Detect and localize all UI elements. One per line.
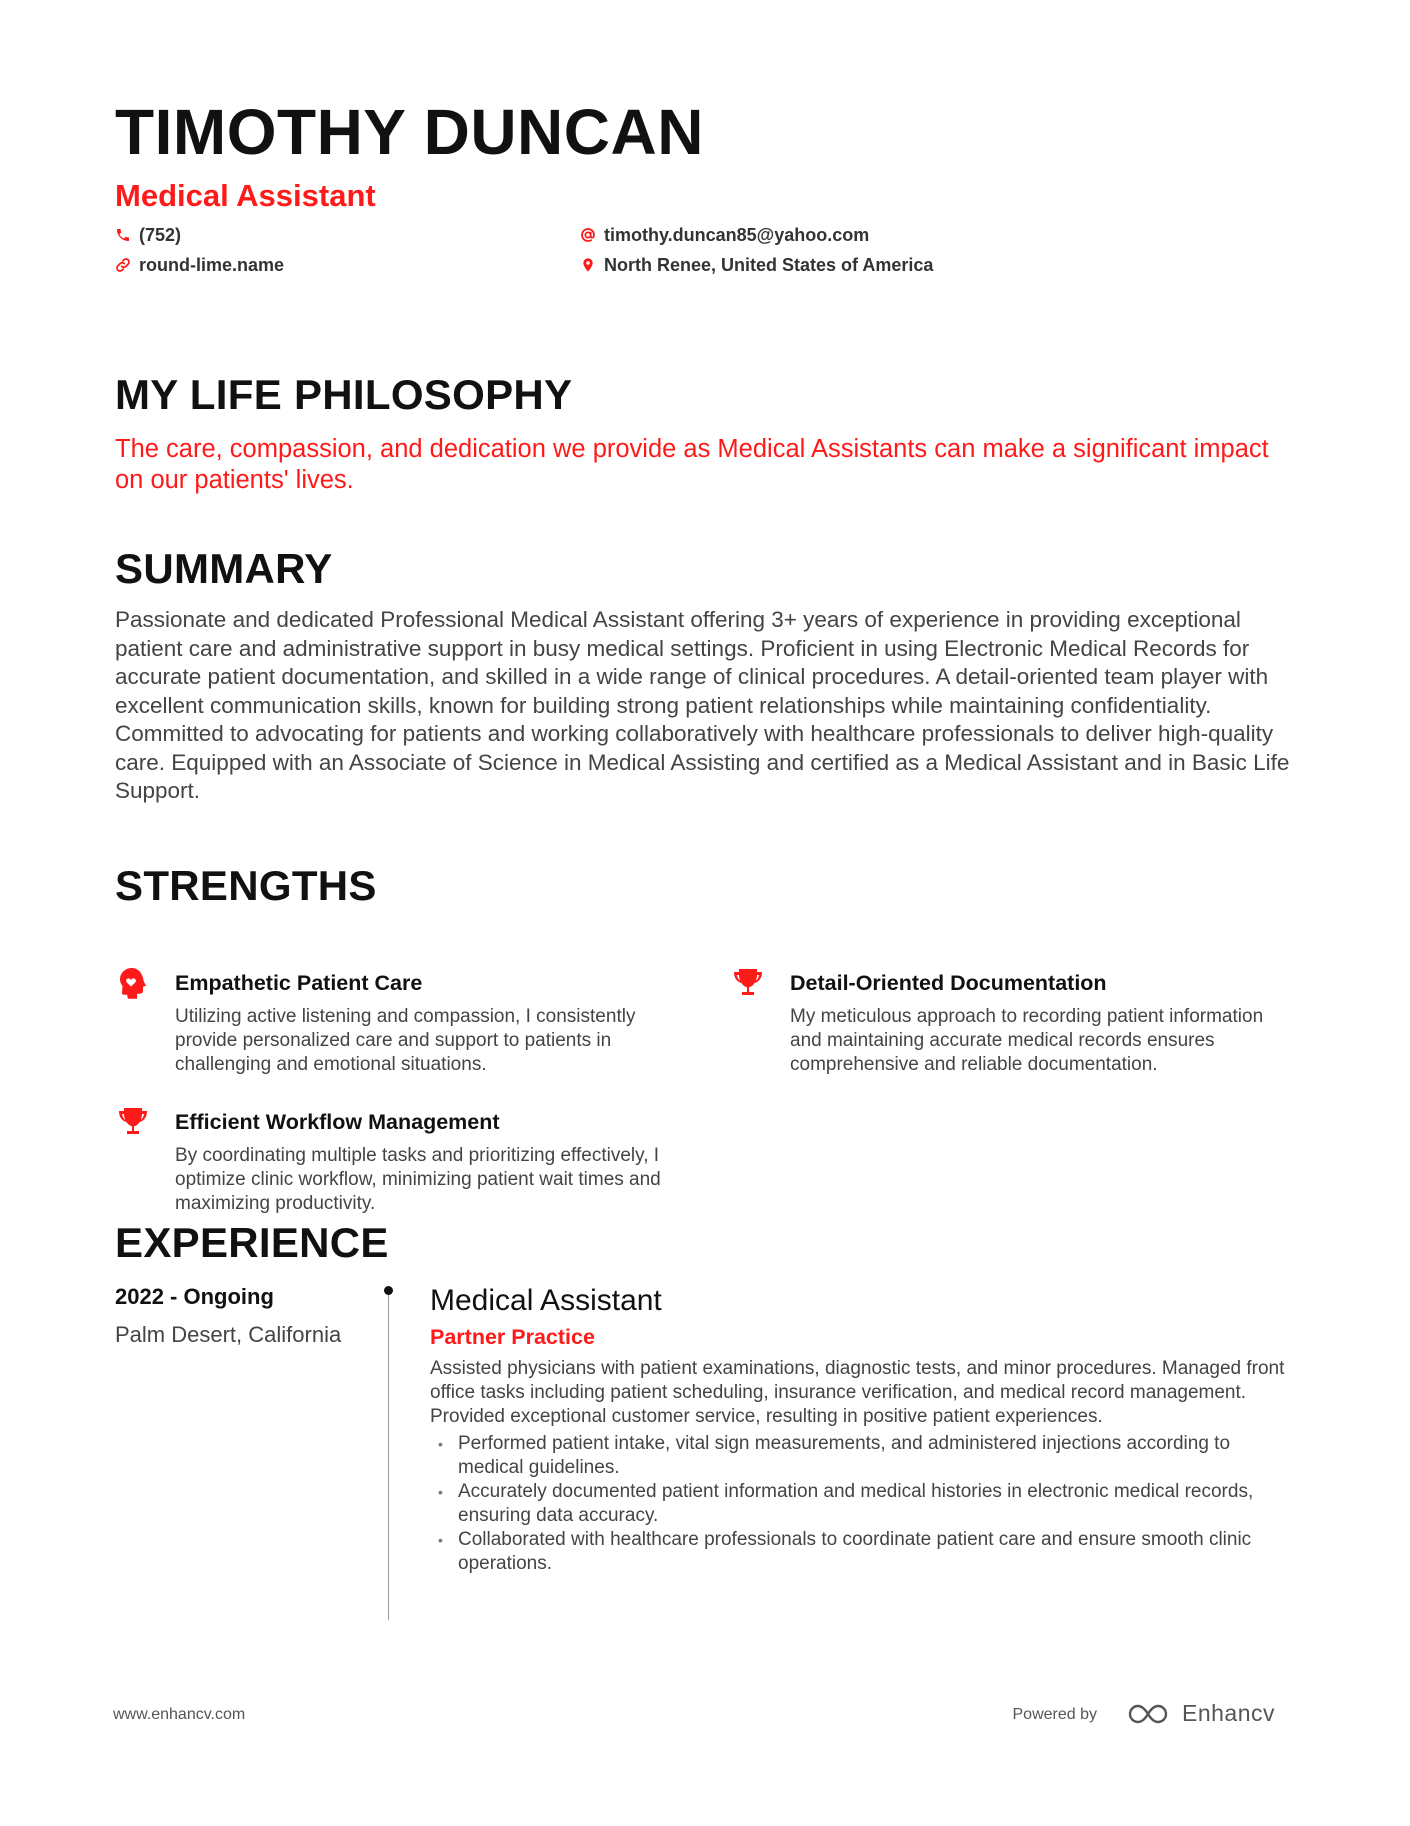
experience-location: Palm Desert, California: [115, 1322, 342, 1347]
experience-description: Assisted physicians with patient examinations, diagnostic tests, and minor procedures. Managed front office tasks including patient scheduling, insurance verification, and medical record management. Provided exceptional customer service, resulting in positive patient experiences.: [430, 1357, 1285, 1427]
contact-info: [115, 224, 1295, 276]
contact-website[interactable]: [115, 254, 580, 276]
at-sign-icon: [580, 227, 596, 243]
footer: [113, 1700, 1275, 1730]
experience-section: [115, 1219, 1295, 1574]
contact-email[interactable]: [580, 224, 1295, 246]
philosophy-quote: The care, compassion, and dedication we provide as Medical Assistants can make a significant impact on our patients' lives.: [115, 435, 1269, 494]
resume-page: [115, 96, 1295, 1574]
strength-title: Detail-Oriented Documentation: [790, 971, 1107, 995]
list-item: • Accurately documented patient information and medical histories in electronic medical records, ensuring data accuracy.: [430, 1480, 1290, 1528]
strengths-title: STRENGTHS: [115, 862, 377, 909]
link-icon: [115, 257, 131, 273]
strength-description: Utilizing active listening and compassion, I consistently provide personalized care and support to patients in challenging and emotional situations.: [175, 1006, 636, 1075]
footer-website-link[interactable]: www.enhancv.com: [113, 1706, 246, 1723]
summary-text: Passionate and dedicated Professional Medical Assistant offering 3+ years of experience in providing exceptional patient care and administrative support in busy medical settings. Proficient in using Electronic Medical Records for accurate patient documentation, and skilled in a wide range of clinical procedures. A detail-oriented team player with excellent communication skills, known for building strong patient relationships while maintaining confidentiality. Committed to advocating for patients and working collaboratively with healthcare professionals to deliver high-quality care. Equipped with an Associate of Science in Medical Assisting and certified as a Medical Assistant and in Basic Life Support.: [115, 607, 1290, 803]
experience-dates: 2022 - Ongoing: [115, 1284, 274, 1309]
trophy-icon: [730, 965, 766, 1001]
brand-name: Enhancv: [1181, 1700, 1275, 1726]
experience-bullets: [430, 1432, 1290, 1576]
list-item: • Collaborated with healthcare professionals to coordinate patient care and ensure smooth clinic operations.: [430, 1528, 1290, 1576]
strength-title: Empathetic Patient Care: [175, 971, 423, 995]
location-value: North Renee, United States of America: [604, 254, 934, 275]
powered-by-label: Powered by: [1012, 1706, 1097, 1723]
experience-meta: [115, 1284, 375, 1348]
experience-position: Medical Assistant: [430, 1284, 662, 1317]
trophy-icon: [115, 1104, 151, 1140]
experience-details: [430, 1284, 1290, 1576]
enhancv-logo[interactable]: [1126, 1700, 1275, 1727]
experience-title: EXPERIENCE: [115, 1219, 389, 1266]
strength-title: Efficient Workflow Management: [175, 1110, 500, 1134]
phone-value: (752): [139, 224, 182, 245]
strengths-section: [115, 862, 1295, 1214]
location-pin-icon: [580, 257, 596, 273]
summary-section: [115, 545, 1295, 806]
contact-location: [580, 254, 1295, 276]
experience-company: Partner Practice: [430, 1324, 595, 1349]
enhancv-logo-icon: [1126, 1702, 1172, 1726]
philosophy-title: MY LIFE PHILOSOPHY: [115, 371, 573, 418]
timeline-dot: [384, 1286, 393, 1295]
list-item: • Performed patient intake, vital sign measurements, and administered injections according to medical guidelines.: [430, 1432, 1290, 1480]
candidate-role: Medical Assistant: [115, 178, 376, 213]
website-value[interactable]: round-lime.name: [139, 254, 285, 275]
head-heart-icon: [115, 965, 151, 1001]
candidate-name: TIMOTHY DUNCAN: [115, 96, 704, 168]
summary-title: SUMMARY: [115, 545, 333, 592]
strength-description: By coordinating multiple tasks and prioritizing effectively, I optimize clinic workflow, minimizing patient wait times and maximizing productivity.: [175, 1145, 661, 1214]
philosophy-section: [115, 371, 1295, 496]
email-value[interactable]: timothy.duncan85@yahoo.com: [604, 224, 870, 245]
strength-description: My meticulous approach to recording patient information and maintaining accurate medical records ensures comprehensive and reliable documentation.: [790, 1006, 1264, 1075]
contact-phone: [115, 224, 580, 246]
timeline-line: [388, 1290, 389, 1620]
phone-icon: [115, 227, 131, 243]
